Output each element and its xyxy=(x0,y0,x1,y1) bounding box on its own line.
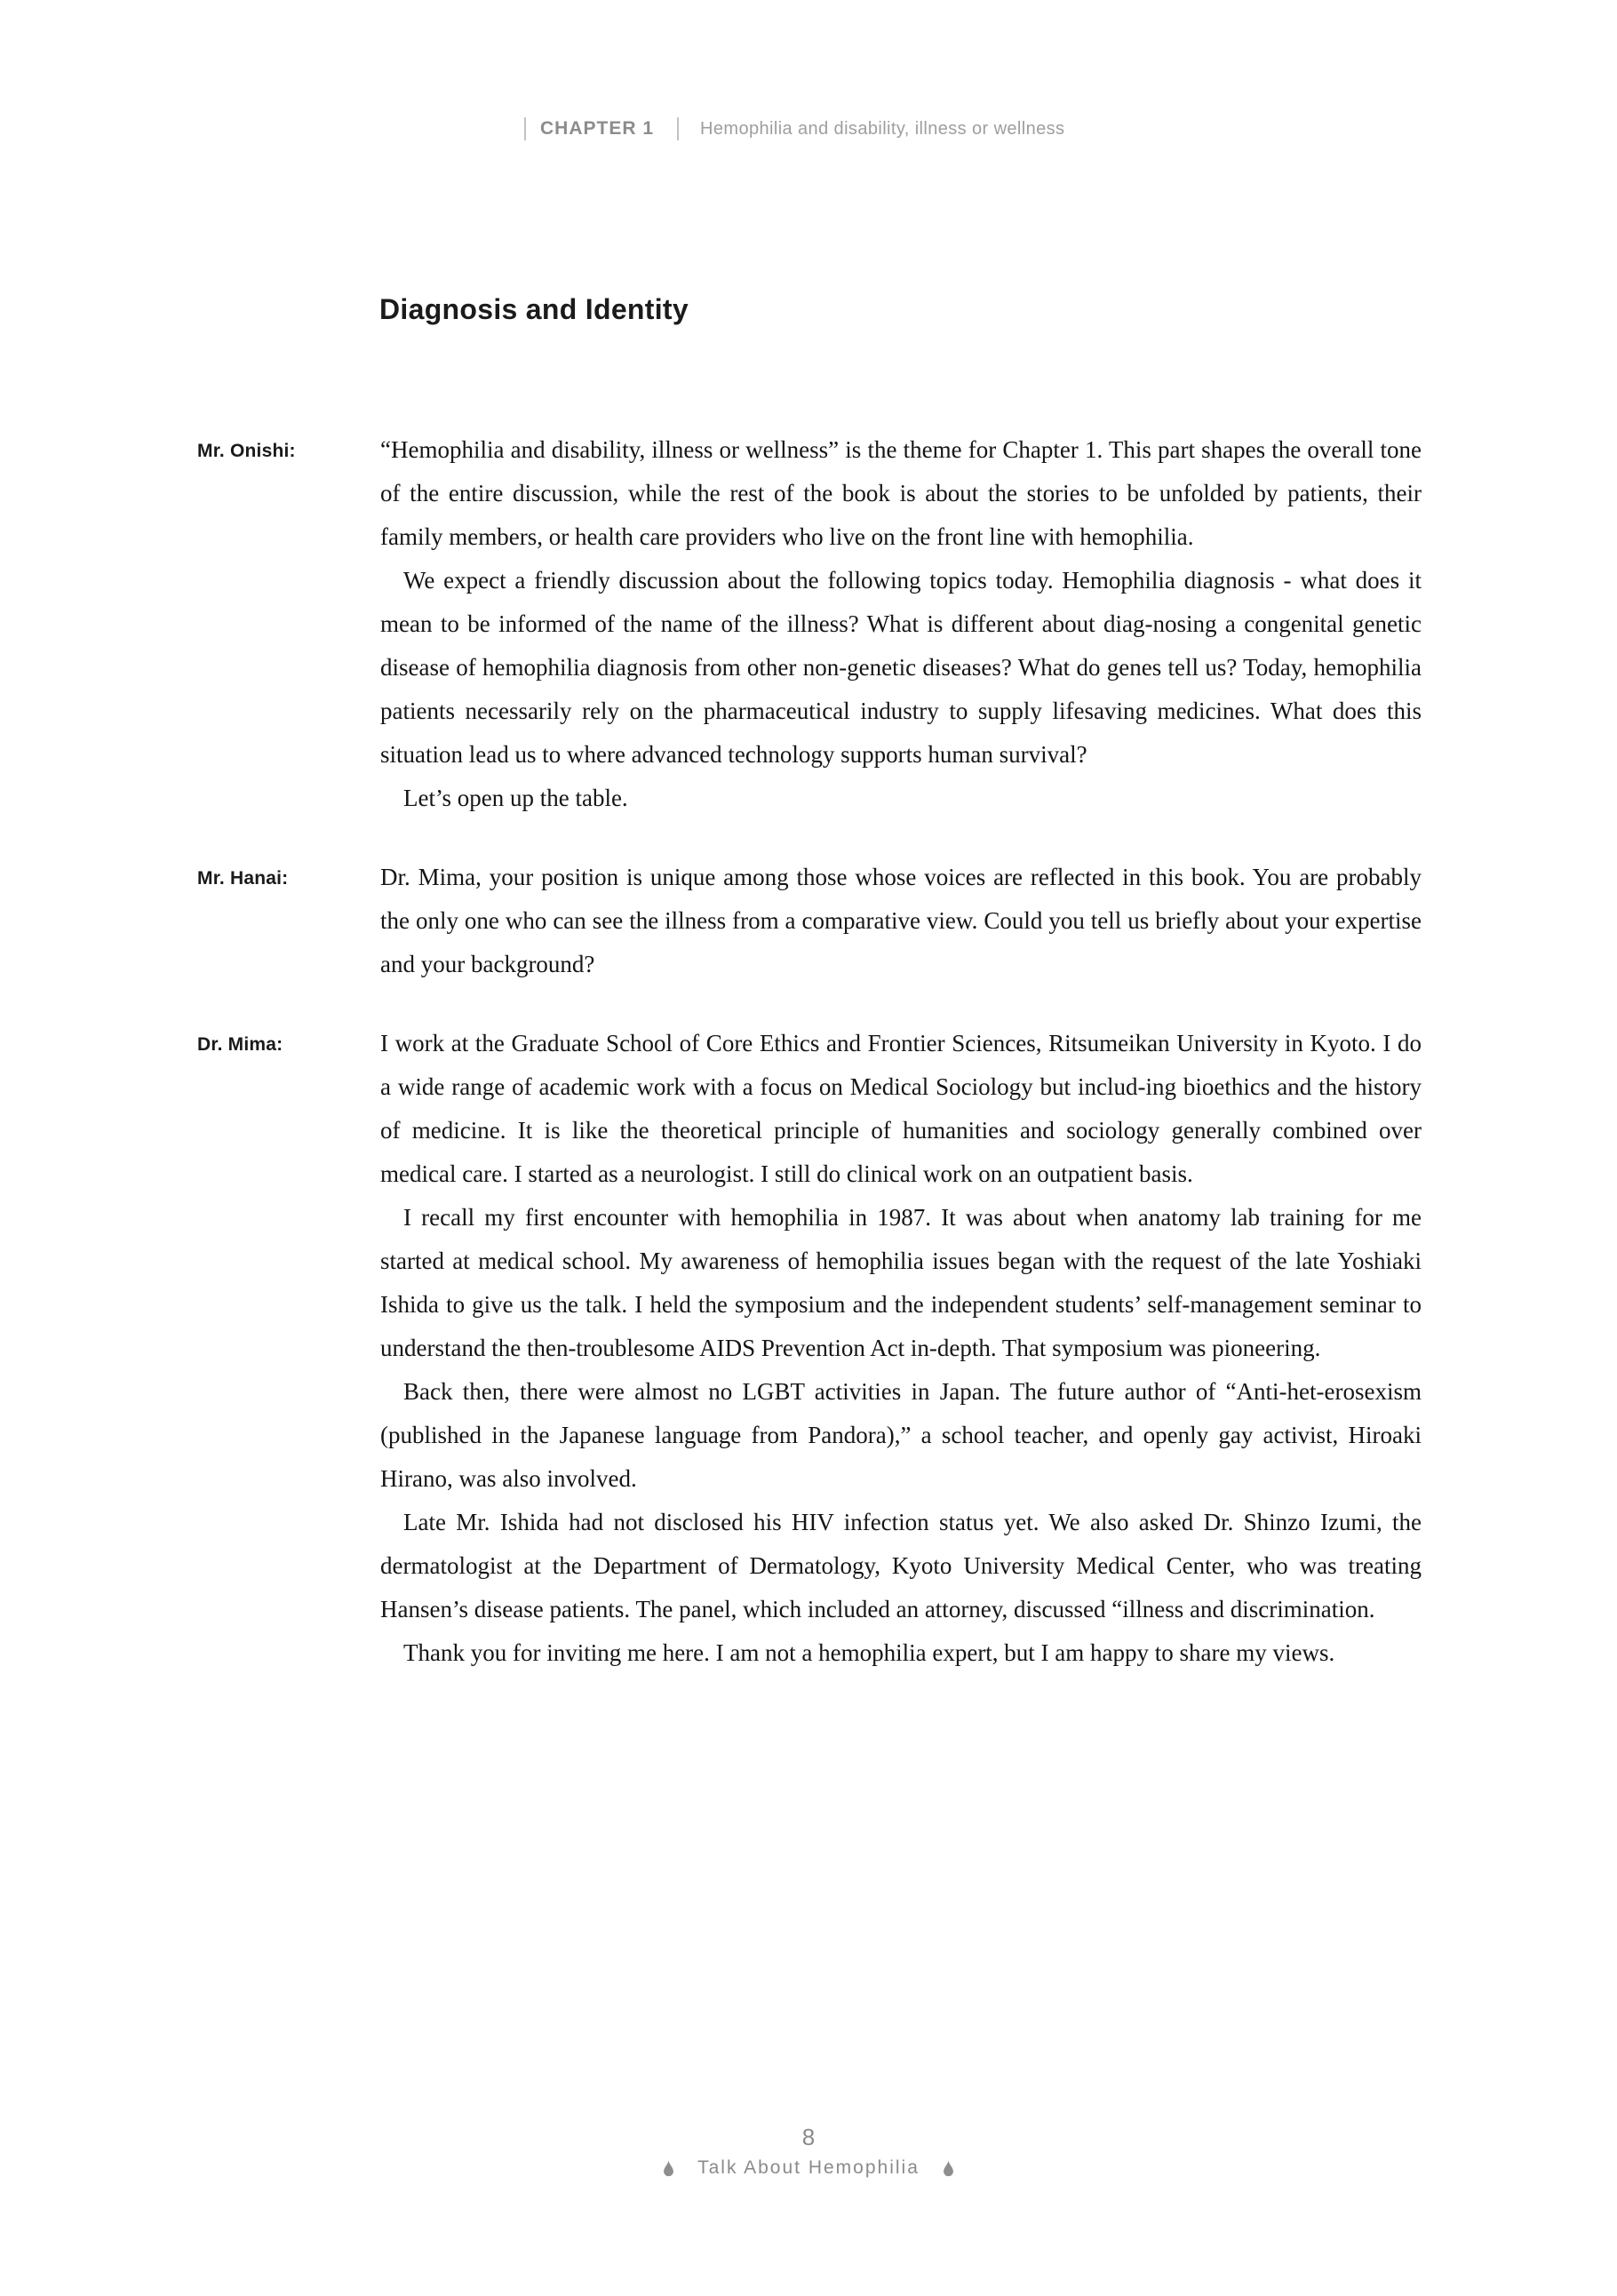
book-title: Talk About Hemophilia xyxy=(697,2157,920,2178)
speaker-label: Dr. Mima: xyxy=(197,1034,283,1055)
speech-text xyxy=(380,856,1422,986)
dialogue-entry xyxy=(0,428,1422,820)
footer-book-title-line xyxy=(0,2157,1617,2179)
divider-bar xyxy=(677,117,679,140)
paragraph: “Hemophilia and disability, illness or wellness” is the theme for Chapter 1. This part shapes the overall tone of the entire discussion, while the rest of the book is about the stories to be unfolded by patients, their family members, or health care providers who live on the front line with hemophilia. xyxy=(380,436,1422,550)
paragraph: Dr. Mima, your position is unique among those whose voices are reflected in this book. You are probably the only one who can see the illness from a comparative view. Could you tell us briefly about your expertise and your background? xyxy=(380,864,1422,977)
paragraph: Late Mr. Ishida had not disclosed his HIV infection status yet. We also asked Dr. Shinzo Izumi, the dermatologist at the Department of Dermatology, Kyoto University Medical Center, who was treating Hansen’s disease patients. The panel, which included an attorney, discussed “illness and discrimination. xyxy=(380,1509,1422,1622)
divider-bar xyxy=(524,117,526,140)
dialogue-entry xyxy=(0,856,1422,986)
speaker-label: Mr. Hanai: xyxy=(197,868,289,889)
page-number: 8 xyxy=(801,2124,816,2150)
speech-text xyxy=(380,428,1422,820)
chapter-label: CHAPTER 1 xyxy=(540,118,655,139)
paragraph: Back then, there were almost no LGBT activities in Japan. The future author of “Anti-het-erosexism (published in the Japanese language from Pandora),” a school teacher, and openly gay activist, Hiroaki Hirano, was also involved. xyxy=(380,1378,1422,1492)
blood-drop-icon xyxy=(943,2160,954,2177)
speech-text xyxy=(380,1022,1422,1675)
paragraph: Let’s open up the table. xyxy=(403,785,628,811)
chapter-title: Hemophilia and disability, illness or wellness xyxy=(700,118,1065,139)
paragraph: I recall my first encounter with hemophilia in 1987. It was about when anatomy lab training for me started at medical school. My awareness of hemophilia issues began with the request of the late Yoshiaki Ishida to give us the talk. I held the symposium and the independent students’ self-management seminar to understand the then-troublesome AIDS Prevention Act in-depth. That symposium was pioneering. xyxy=(380,1204,1422,1361)
section-title: Diagnosis and Identity xyxy=(379,293,689,325)
dialogue xyxy=(0,428,1617,1710)
speaker-label: Mr. Onishi: xyxy=(197,441,296,461)
blood-drop-icon xyxy=(663,2160,674,2177)
running-header xyxy=(524,117,1064,140)
paragraph: I work at the Graduate School of Core Ethics and Frontier Sciences, Ritsumeikan University in Kyoto. I do a wide range of academic work with a focus on Medical Sociology but includ-ing bioethics and the history of medicine. It is like the theoretical principle of humanities and sociology generally combined over medical care. I started as a neurologist. I still do clinical work on an outpatient basis. xyxy=(380,1030,1422,1187)
dialogue-entry xyxy=(0,1022,1422,1675)
paragraph: Thank you for inviting me here. I am not a hemophilia expert, but I am happy to share my views. xyxy=(403,1639,1335,1666)
paragraph: We expect a friendly discussion about the following topics today. Hemophilia diagnosis - what does it mean to be informed of the name of the illness? What is different about diag-nosing a congenital genetic disease of hemophilia diagnosis from other non-genetic diseases? What do genes tell us? Today, hemophilia patients necessarily rely on the pharmaceutical industry to supply lifesaving medicines. What does this situation lead us to where advanced technology supports human survival? xyxy=(380,567,1422,768)
